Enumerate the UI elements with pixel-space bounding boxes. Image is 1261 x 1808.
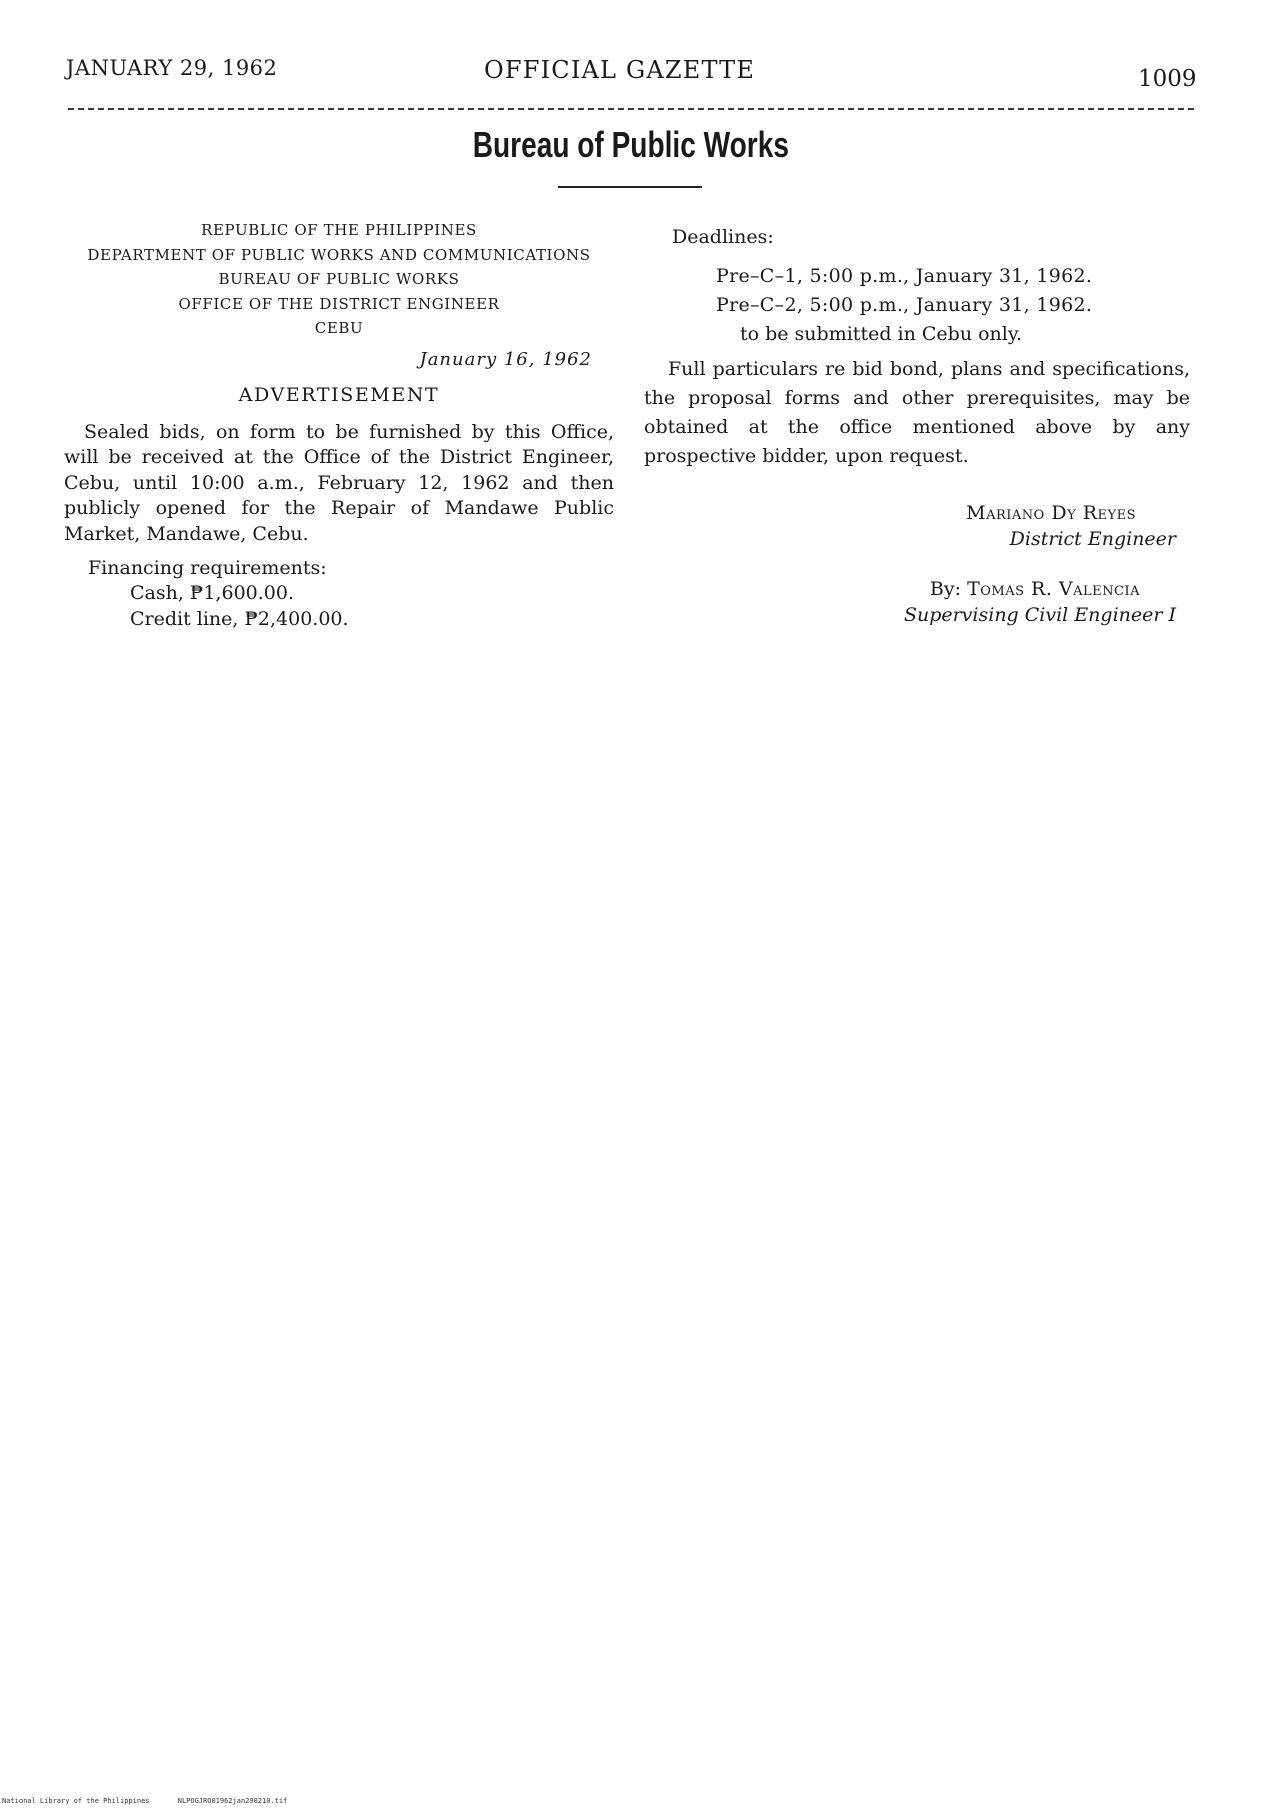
advertisement-heading: ADVERTISEMENT bbox=[238, 383, 440, 406]
signature-block-district-engineer bbox=[966, 500, 1176, 552]
advertisement-body: Sealed bids, on form to be furnished by this Office, will be received at the Office of the District Engineer, Cebu, until 10:00 a.m., February 12, 1962 and then publicly opened for the Repair of Mandawe Public Market, Mandawe, Cebu. bbox=[64, 420, 614, 545]
letterhead-line: BUREAU OF PUBLIC WORKS bbox=[218, 270, 460, 288]
letterhead-line: REPUBLIC OF THE PHILIPPINES bbox=[201, 221, 477, 239]
signatory-prefix: By: bbox=[929, 578, 962, 600]
section-title: Bureau of Public Works bbox=[472, 124, 789, 165]
signatory-name: Mariano Dy Reyes bbox=[966, 502, 1136, 524]
letterhead-line: CEBU bbox=[314, 319, 364, 337]
financing-heading: Financing requirements: bbox=[88, 557, 327, 579]
running-header-publication: OFFICIAL GAZETTE bbox=[484, 56, 756, 84]
financing-credit-line: Credit line, ₱2,400.00. bbox=[130, 607, 349, 630]
deadline-note: to be submitted in Cebu only. bbox=[740, 323, 1023, 345]
letterhead-line: DEPARTMENT OF PUBLIC WORKS AND COMMUNICATIONS bbox=[87, 245, 591, 264]
scan-footer bbox=[2, 1797, 287, 1805]
header-divider bbox=[68, 108, 1194, 110]
financing-cash: Cash, ₱1,600.00. bbox=[130, 582, 294, 604]
particulars-paragraph: Full particulars re bid bond, plans and specifications, the proposal forms and other prerequisites, may be obtained at the office mentioned above by any prospective bidder, upon request. bbox=[644, 358, 1190, 467]
dateline: January 16, 1962 bbox=[419, 348, 592, 370]
signatory-name: Tomas R. Valencia bbox=[967, 578, 1140, 600]
signatory-title: Supervising Civil Engineer I bbox=[903, 604, 1176, 626]
footer-filename: NLPOGJRO01962jan290210.tif bbox=[177, 1797, 288, 1805]
deadlines-heading: Deadlines: bbox=[672, 226, 774, 248]
footer-library: National Library of the Philippines bbox=[2, 1797, 150, 1805]
signatory-title: District Engineer bbox=[1009, 528, 1176, 550]
page-number: 1009 bbox=[1138, 66, 1197, 92]
deadline-pre-c2: Pre–C–2, 5:00 p.m., January 31, 1962. bbox=[716, 294, 1093, 316]
title-divider bbox=[558, 186, 702, 188]
signature-block-supervising-engineer bbox=[904, 576, 1176, 628]
running-header-date: JANUARY 29, 1962 bbox=[66, 56, 278, 80]
letterhead-line: OFFICE OF THE DISTRICT ENGINEER bbox=[178, 294, 500, 313]
right-column bbox=[644, 226, 1190, 626]
deadline-pre-c1: Pre–C–1, 5:00 p.m., January 31, 1962. bbox=[716, 265, 1093, 287]
left-column bbox=[64, 218, 614, 632]
